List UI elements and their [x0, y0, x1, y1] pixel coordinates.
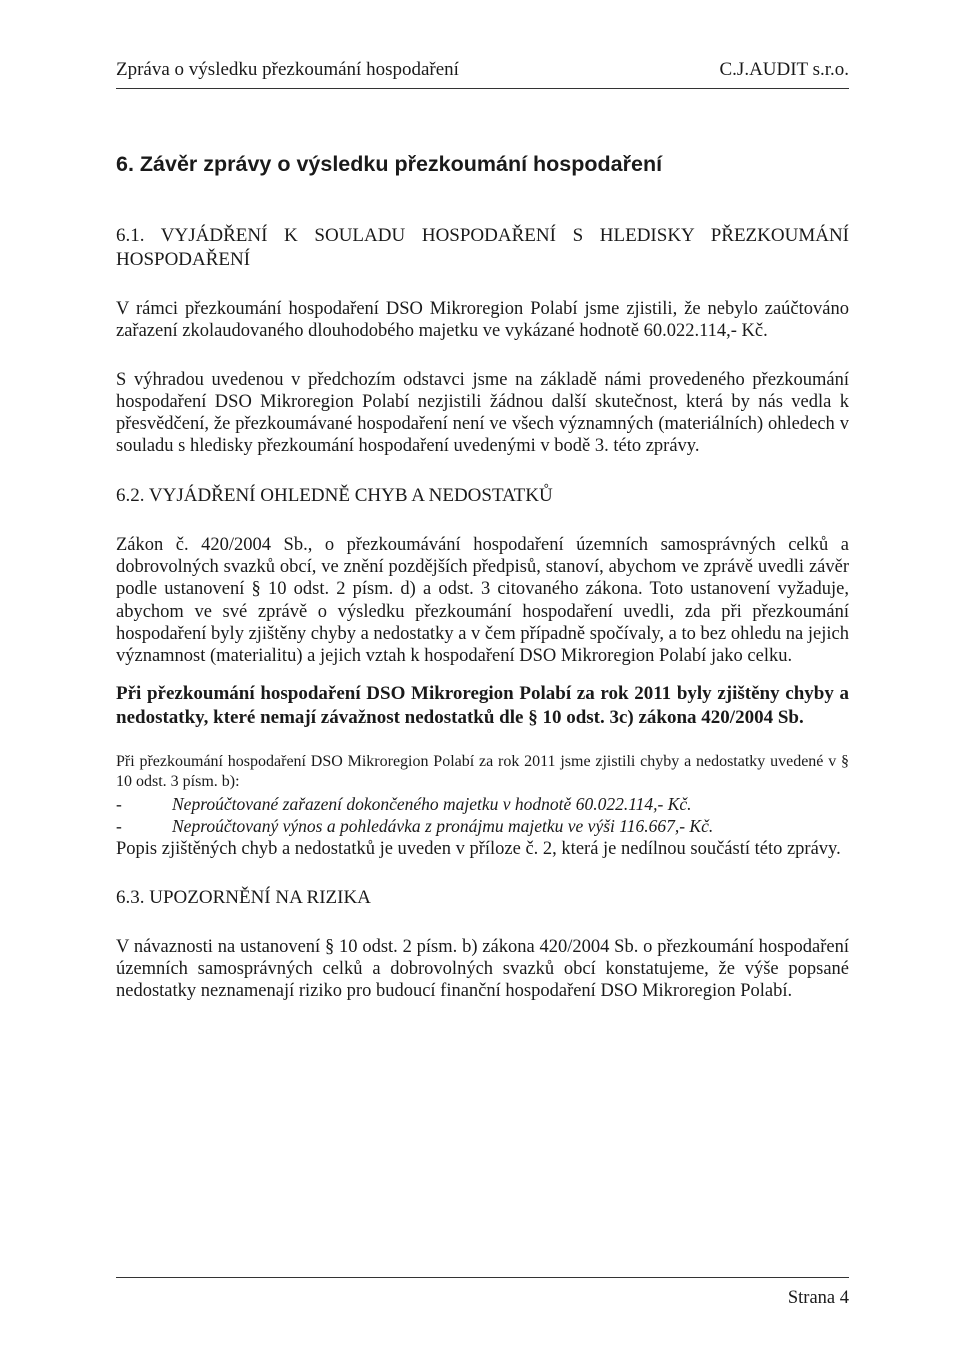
page-heading: 6. Závěr zprávy o výsledku přezkoumání hospodaření — [116, 152, 663, 176]
section-1-title-line-1: 6.1. VYJÁDŘENÍ K SOULADU HOSPODAŘENÍ S HLEDISKY PŘEZKOUMÁNÍ — [116, 225, 849, 246]
section-3-paragraph-1: V návaznosti na ustanovení § 10 odst. 2 písm. b) zákona 420/2004 Sb. o přezkoumání hospodaření územních samosprávných celků a dobrovolných svazků obcí konstatujeme, že výše popsané nedostatky neznamenají riziko pro budoucí finanční hospodaření DSO Mikroregion Polabí. — [116, 936, 849, 1002]
section-1-paragraph-2: S výhradou uvedenou v předchozím odstavci jsme na základě námi provedeného přezkoumání hospodaření DSO Mikroregion Polabí nezjistili žádnou další skutečnost, která by nás vedla k přesvědčení, že přezkoumávané hospodaření není ve všech významných (materiálních) ohledech v souladu s hledisky přezkoumání hospodaření uvedenými v bodě 3. této zprávy. — [116, 369, 849, 457]
page-header — [116, 58, 849, 89]
section-2-title: 6.2. VYJÁDŘENÍ OHLEDNĚ CHYB A NEDOSTATKŮ — [116, 484, 553, 506]
header-company: C.J.AUDIT s.r.o. — [719, 59, 849, 80]
list-item: - Neproúčtované zařazení dokončeného majetku v hodnotě 60.022.114,- Kč. — [116, 793, 692, 814]
page-footer — [116, 1277, 849, 1308]
section-2-bold-paragraph: Při přezkoumání hospodaření DSO Mikroregion Polabí za rok 2011 byly zjištěny chyby a nedostatky, které nemají závažnost nedostatků dle § 10 odst. 3c) zákona 420/2004 Sb. — [116, 682, 849, 728]
section-1-paragraph-1: V rámci přezkoumání hospodaření DSO Mikroregion Polabí jsme zjistili, že nebylo zaúčtováno zařazení zkolaudovaného dlouhodobého majetku ve vykázané hodnotě 60.022.114,- Kč. — [116, 299, 849, 342]
section-2-paragraph-3: Popis zjištěných chyb a nedostatků je uveden v příloze č. 2, která je nedílnou součástí této zprávy. — [116, 838, 841, 859]
list-item: - Neproúčtovaný výnos a pohledávka z pronájmu majetku ve výši 116.667,- Kč. — [116, 816, 714, 837]
page-number: Strana 4 — [787, 1288, 849, 1308]
section-3-title: 6.3. UPOZORNĚNÍ NA RIZIKA — [116, 886, 371, 908]
header-title: Zpráva o výsledku přezkoumání hospodaření — [116, 59, 459, 80]
section-2-small-paragraph: Při přezkoumání hospodaření DSO Mikroregion Polabí za rok 2011 jsme zjistili chyby a nedostatky uvedené v § 10 odst. 3 písm. b): — [116, 752, 849, 791]
section-2-paragraph-1: Zákon č. 420/2004 Sb., o přezkoumávání hospodaření územních samosprávných celků a dobrovolných svazků obcí, ve znění pozdějších předpisů, stanoví, abychom ve zprávě uvedli závěr podle ustanovení § 10 odst. 2 písm. d) a odst. 3 citovaného zákona. Toto ustanovení vyžaduje, abychom ve své zprávě o výsledku přezkoumání hospodaření uvedli, zda při přezkoumání hospodaření byly zjištěny chyby a nedostatky a v čem případně spočívaly, a to bez ohledu na jejich významnost (materialitu) a jejich vztah k hospodaření DSO Mikroregion Polabí jako celku. — [116, 534, 849, 667]
findings-list — [116, 793, 849, 838]
section-1-title-line-2: HOSPODAŘENÍ — [116, 249, 251, 270]
main-content — [116, 150, 849, 1003]
